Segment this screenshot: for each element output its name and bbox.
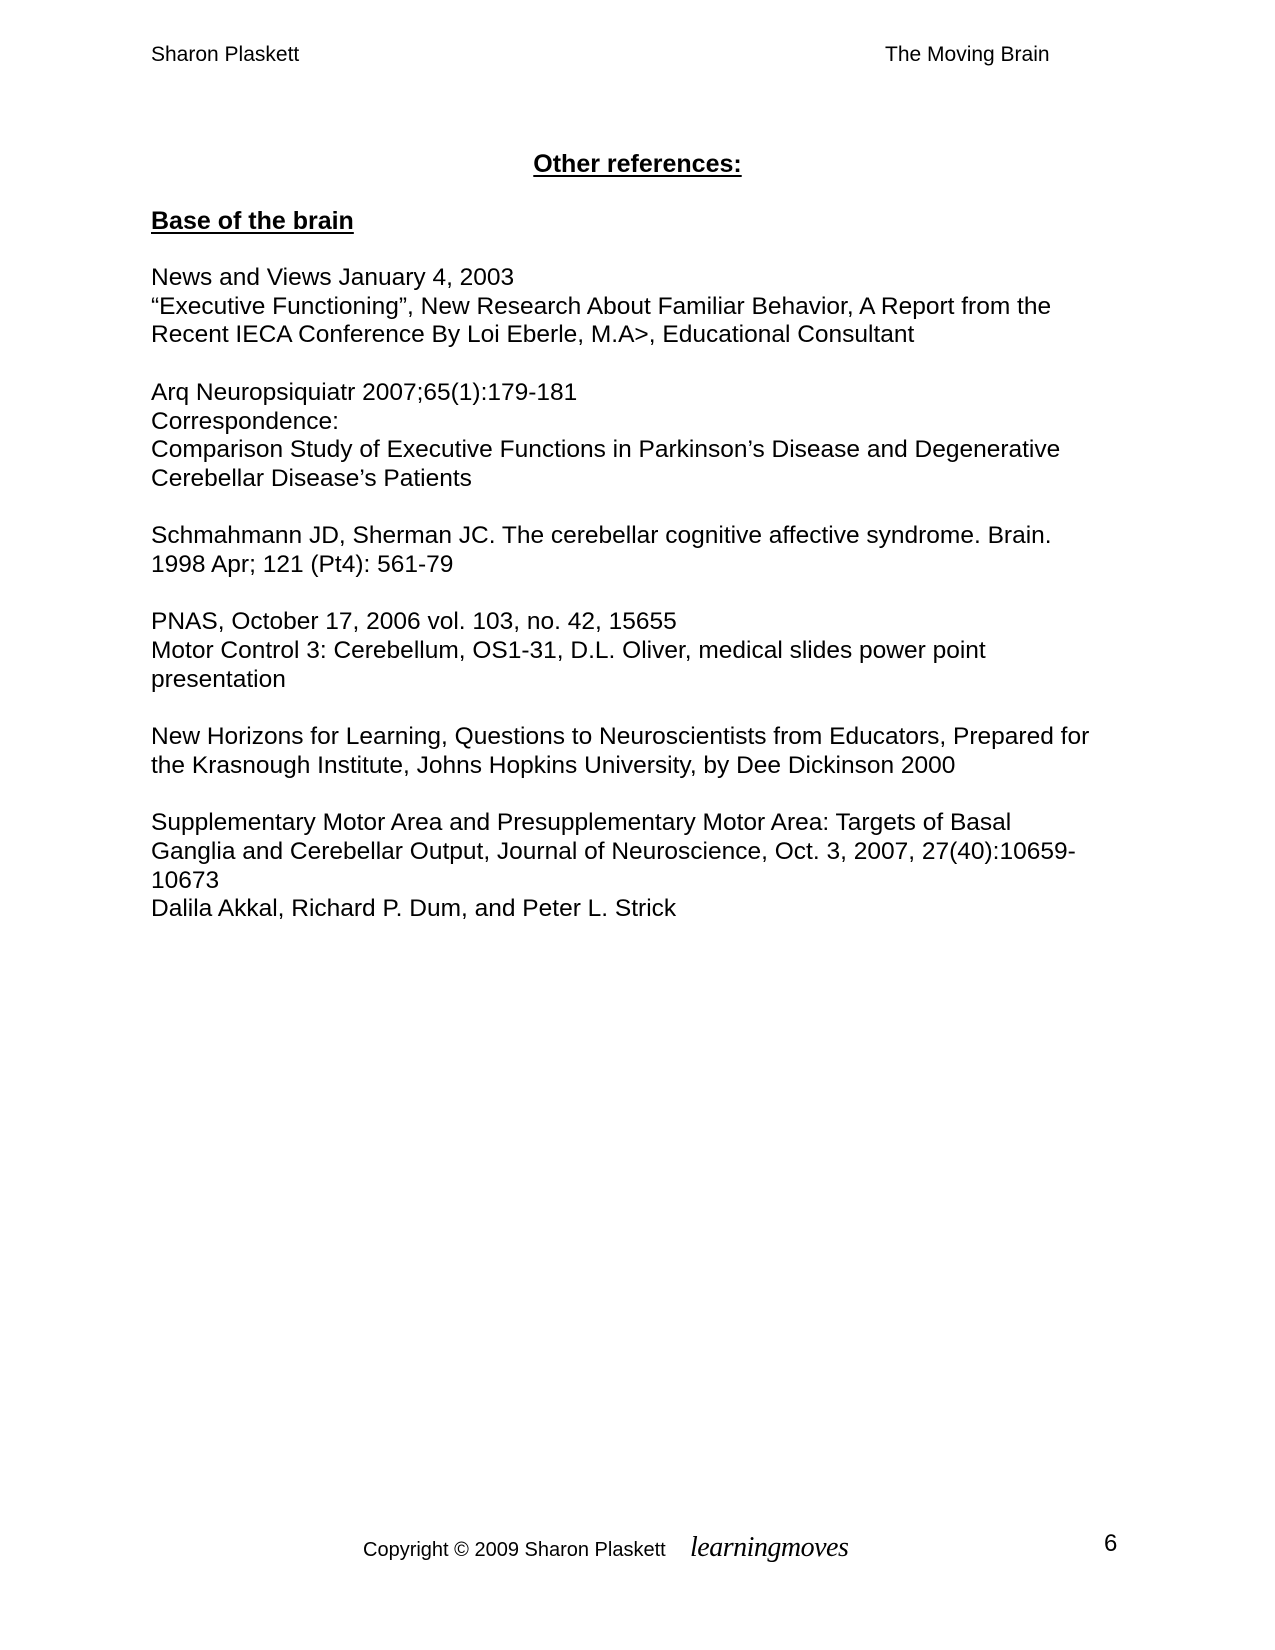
reference-line: Supplementary Motor Area and Presupplementary Motor Area: Targets of Basal [151,809,1012,837]
reference-line: Comparison Study of Executive Functions in Parkinson’s Disease and Degenerative [151,436,1061,464]
reference-entry [151,809,1131,924]
reference-entry [151,522,1131,579]
reference-line: Arq Neuropsiquiatr 2007;65(1):179-181 [151,378,578,406]
page-header [151,43,1051,71]
reference-line: Recent IECA Conference By Loi Eberle, M.A>, Educational Consultant [151,321,915,349]
page-number: 6 [1104,1530,1118,1557]
reference-entry [151,723,1131,780]
subsection-heading: Base of the brain [151,207,354,235]
reference-line: Dalila Akkal, Richard P. Dum, and Peter L. Strick [151,895,677,923]
header-author: Sharon Plaskett [151,43,300,66]
reference-line: News and Views January 4, 2003 [151,264,515,291]
reference-line: Cerebellar Disease’s Patients [151,464,472,492]
footer-copyright: Copyright © 2009 Sharon Plaskett [363,1539,666,1561]
reference-line: Motor Control 3: Cerebellum, OS1-31, D.L. Oliver, medical slides power point [151,637,986,665]
reference-line: New Horizons for Learning, Questions to Neuroscientists from Educators, Prepared for [151,723,1090,751]
reference-line: 1998 Apr; 121 (Pt4): 561-79 [151,551,454,578]
learningmoves-logo: learningmoves [690,1532,849,1563]
references-list [151,264,1131,953]
reference-line: Correspondence: [151,407,339,435]
reference-line: “Executive Functioning”, New Research About Familiar Behavior, A Report from the [151,292,1052,320]
page-footer [0,1530,1275,1570]
reference-entry [151,379,1131,494]
section-heading: Other references: [533,150,742,178]
reference-line: 10673 [151,866,220,894]
reference-entry [151,264,1131,350]
reference-line: Schmahmann JD, Sherman JC. The cerebellar cognitive affective syndrome. Brain. [151,522,1052,550]
header-title: The Moving Brain [885,43,1050,66]
reference-line: PNAS, October 17, 2006 vol. 103, no. 42, 15655 [151,608,677,636]
reference-line: the Krasnough Institute, Johns Hopkins University, by Dee Dickinson 2000 [151,751,956,779]
reference-line: presentation [151,665,286,693]
reference-line: Ganglia and Cerebellar Output, Journal of Neuroscience, Oct. 3, 2007, 27(40):10659- [151,837,1076,865]
reference-entry [151,608,1131,694]
